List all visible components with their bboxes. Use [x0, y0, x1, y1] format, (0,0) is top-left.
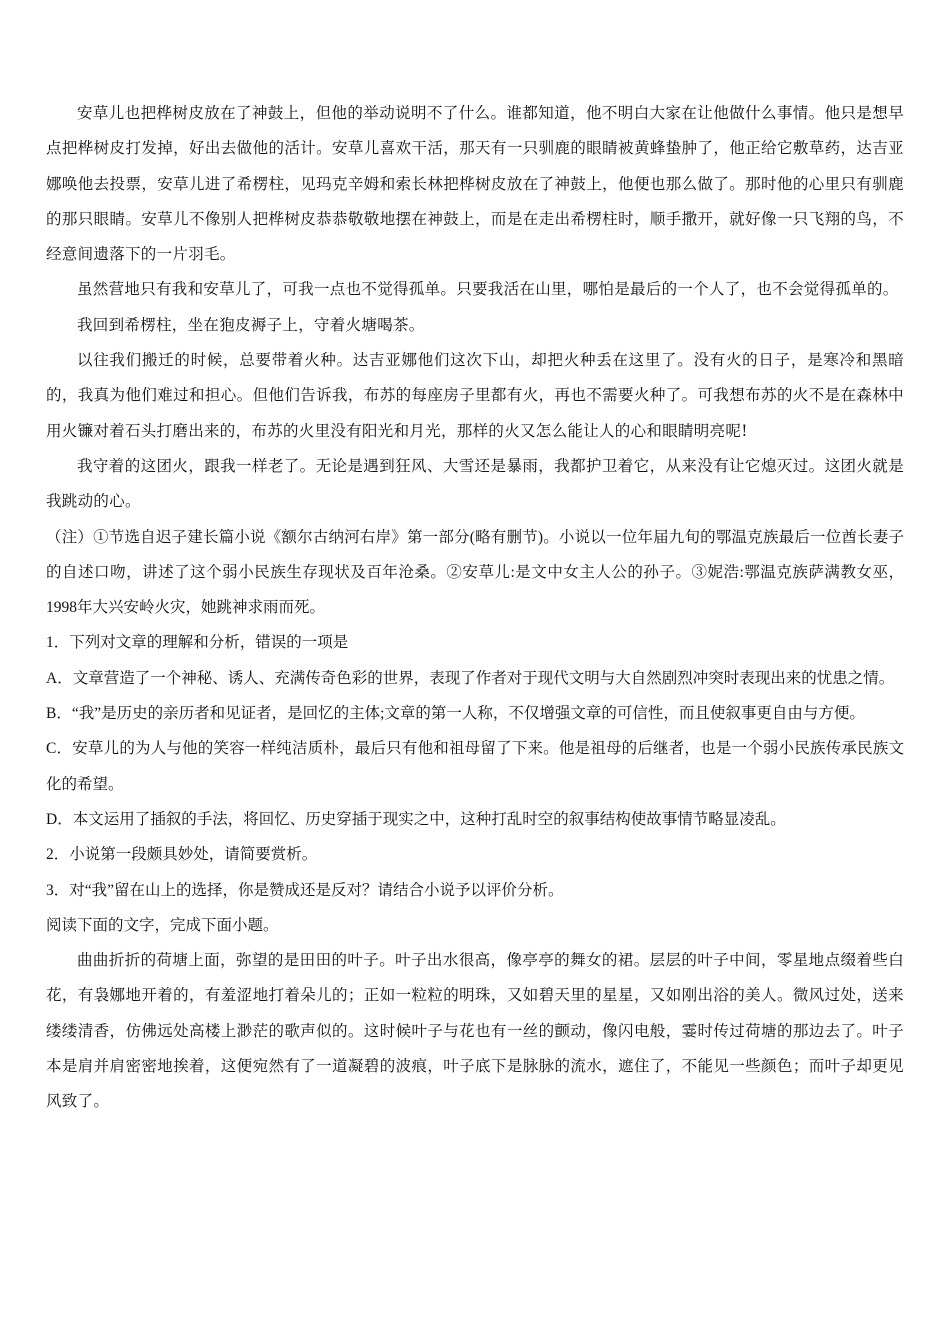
story-paragraph-5: 我守着的这团火，跟我一样老了。无论是遇到狂风、大雪还是暴雨，我都护卫着它，从来没有让它熄灭过。这团火就是我跳动的心。	[46, 456, 904, 511]
document-page	[46, 96, 904, 1120]
annotation-note: （注）①节选自迟子建长篇小说《额尔古纳河右岸》第一部分(略有删节)。小说以一位年届九旬的鄂温克族最后一位酋长妻子的自述口吻，讲述了这个弱小民族生存现状及百年沧桑。②安草儿:是文中女主人公的孙子。③妮浩:鄂温克族萨满教女巫，1998年大兴安岭火灾，她跳神求雨而死。	[46, 528, 904, 617]
option-a: A．文章营造了一个神秘、诱人、充满传奇色彩的世界，表现了作者对于现代文明与大自然剧烈冲突时表现出来的忧患之情。	[46, 669, 895, 687]
story-paragraph-2: 虽然营地只有我和安草儿了，可我一点也不觉得孤单。只要我活在山里，哪怕是最后的一个人了，也不会觉得孤单的。	[77, 280, 899, 299]
question-1: 1．下列对文章的理解和分析，错误的一项是	[46, 634, 349, 652]
story-paragraph-4: 以往我们搬迁的时候，总要带着火种。达吉亚娜他们这次下山，却把火种丢在这里了。没有火的日子，是寒冷和黑暗的，我真为他们难过和担心。但他们告诉我，布苏的每座房子里都有火，再也不需要火种了。可我想布苏的火不是在森林中用火镰对着石头打磨出来的，布苏的火里没有阳光和月光，那样的火又怎么能让人的心和眼睛明亮呢!	[46, 351, 904, 440]
question-2: 2．小说第一段颇具妙处，请简要赏析。	[46, 846, 318, 864]
option-b: B．“我”是历史的亲历者和见证者，是回忆的主体;文章的第一人称，不仅增强文章的可信性，而且使叙事更自由与方便。	[46, 705, 865, 723]
story-paragraph-1: 安草儿也把桦树皮放在了神鼓上，但他的举动说明不了什么。谁都知道，他不明白大家在让他做什么事情。他只是想早点把桦树皮打发掉，好出去做他的活计。安草儿喜欢干活，那天有一只驯鹿的眼睛被黄蜂蛰肿了，他正给它敷草药，达吉亚娜唤他去投票，安草儿进了希楞柱，见玛克辛姆和索长林把桦树皮放在了神鼓上，他便也那么做了。那时他的心里只有驯鹿的那只眼睛。安草儿不像别人把桦树皮恭恭敬敬地摆在神鼓上，而是在走出希楞柱时，顺手撒开，就好像一只飞翔的鸟，不经意间遗落下的一片羽毛。	[46, 104, 904, 264]
reading-instruction: 阅读下面的文字，完成下面小题。	[46, 916, 279, 934]
option-d: D．本文运用了插叙的手法，将回忆、历史穿插于现实之中，这种打乱时空的叙事结构使故事情节略显凌乱。	[46, 810, 786, 828]
story-paragraph-3: 我回到希楞柱，坐在狍皮褥子上，守着火塘喝茶。	[77, 315, 425, 334]
question-3: 3．对“我”留在山上的选择，你是赞成还是反对？请结合小说予以评价分析。	[46, 881, 564, 899]
option-c: C．安草儿的为人与他的笑容一样纯洁质朴，最后只有他和祖母留了下来。他是祖母的后继者，也是一个弱小民族传承民族文化的希望。	[46, 740, 904, 793]
passage-2-paragraph: 曲曲折折的荷塘上面，弥望的是田田的叶子。叶子出水很高，像亭亭的舞女的裙。层层的叶子中间，零星地点缀着些白花，有袅娜地开着的，有羞涩地打着朵儿的；正如一粒粒的明珠，又如碧天里的星星，又如刚出浴的美人。微风过处，送来缕缕清香，仿佛远处高楼上渺茫的歌声似的。这时候叶子与花也有一丝的颤动，像闪电般，霎时传过荷塘的那边去了。叶子本是肩并肩密密地挨着，这便宛然有了一道凝碧的波痕，叶子底下是脉脉的流水，遮住了，不能见一些颜色；而叶子却更见风致了。	[46, 951, 904, 1111]
